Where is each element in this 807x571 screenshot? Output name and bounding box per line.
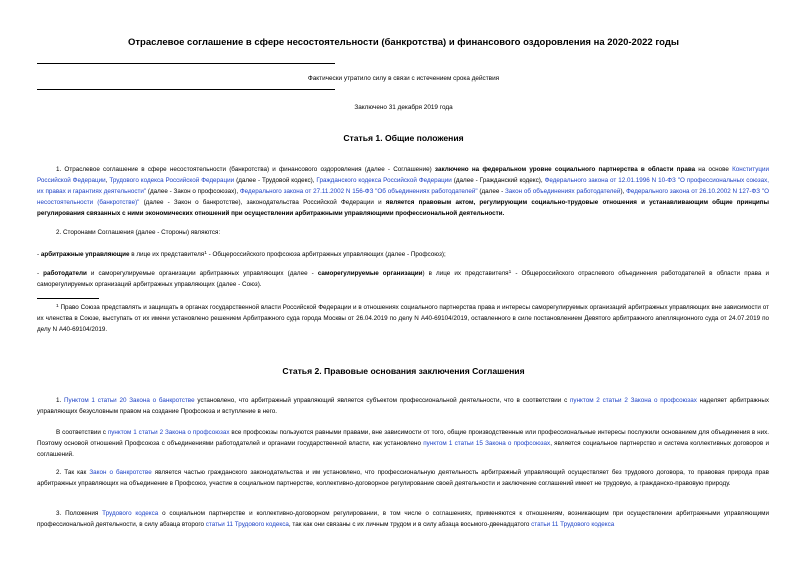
link-civil-code[interactable]: Гражданского кодекса Российской Федерации <box>316 177 452 184</box>
text: установлено, что арбитражный управляющий является субъектом профессиональной деятельности, что в соответствии с <box>194 397 571 404</box>
bold-text: саморегулируемые организации <box>317 270 423 277</box>
text: 2. Так как <box>56 469 90 476</box>
bold-text: является правовым актом, регулирующим социально-трудовые отношения и устанавливающим общие принципы регулирования связанных с ними экономических отношений при осуществлении арбитражными управляющими профессиональной деятельности. <box>37 199 769 217</box>
article-1-heading: Статья 1. Общие положения <box>343 133 464 143</box>
text: в лице их представителя <box>129 251 205 258</box>
text: , <box>105 177 110 184</box>
text: , является социальное партнерство и система коллективных договоров и соглашений. <box>37 440 769 458</box>
text: и саморегулируемые организации арбитражных управляющих (далее - <box>86 270 318 277</box>
divider-top <box>37 63 335 64</box>
text: (далее - Трудовой кодекс), <box>234 177 317 184</box>
link-law-employers-associations[interactable]: Федерального закона от 27.11.2002 N 156-ФЗ "Об объединениях работодателей" <box>239 188 478 195</box>
link-law-bankruptcy[interactable]: Федерального закона от 26.10.2002 N 127-ФЗ "О несостоятельности (банкротстве)" <box>37 188 769 206</box>
link-law-trade-unions[interactable]: Федерального закона от 12.01.1996 N 10-ФЗ "О профессиональных союзах, их правах и гарантиях деятельности" <box>37 177 769 195</box>
article-2-heading: Статья 2. Правовые основания заключения Соглашения <box>282 366 525 376</box>
text: о социальном партнерстве и коллективно-договорном регулировании, в том числе о соглашениях, применяются к отношениям, возникающим при осуществлении арбитражными управляющими профессиональной деятельности, в силу абзаца второго <box>37 510 770 528</box>
article-1-paragraph-3 <box>37 249 769 260</box>
text: все профсоюзы пользуются равными правами, вне зависимости от того, общие производственные или профессиональные интересы послужили основанием для объединения в них. Поэтому основой отношений Профсоюза с объединениями работодателей и органами государственной власти, как установлено <box>37 429 769 447</box>
article-2-paragraph-1 <box>37 395 769 417</box>
text: - <box>37 251 41 258</box>
document-date: Заключено 31 декабря 2019 года <box>354 104 453 111</box>
link-trade-unions-art15[interactable]: пунктом 1 статьи 15 Закона о профсоюзах <box>423 440 551 447</box>
article-2-paragraph-4 <box>37 508 769 530</box>
text: является частью гражданского законодательства и им установлено, что профессиональную деятельность арбитражный управляющий осуществляет без трудового договора, то правовая природа прав арбитражных управляющих на объединение в Профсоюз, участие в социальном партнерстве, коллективно-договорное регулирование своей деятельности и заключение соглашений имеет не трудовую, а гражданско-правовую природу. <box>37 469 769 487</box>
bold-text: заключено на федеральном уровне социального партнерства в области права <box>434 166 696 173</box>
link-labor-code-art11[interactable]: статьи 11 Трудового кодекса <box>205 521 289 528</box>
link-bankruptcy-art20[interactable]: Пунктом 1 статьи 20 Закона о банкротстве <box>64 397 195 404</box>
link-law-employers-short[interactable]: Закон об объединениях работодателей <box>504 188 621 195</box>
text: (далее - Гражданский кодекс), <box>451 177 545 184</box>
text: (далее - <box>477 188 505 195</box>
text: ) в лице их представителя <box>422 270 509 277</box>
article-2-paragraph-2 <box>37 427 769 460</box>
article-1-paragraph-1 <box>37 164 769 219</box>
document-title: Отраслевое соглашение в сфере несостоятельности (банкротства) и финансового оздоровления на 2020-2022 годы <box>128 37 679 48</box>
link-labor-code-art11-b[interactable]: статьи 11 Трудового кодекса <box>531 521 615 528</box>
link-trade-unions-art2-p2[interactable]: пунктом 2 статьи 2 Закона о профсоюзах <box>570 397 697 404</box>
article-1-paragraph-4 <box>37 268 769 290</box>
text: - Общероссийского отраслевого объединения работодателей в области права и саморегулируемых организаций арбитражных управляющих (далее - Союз). <box>37 270 769 288</box>
text: 3. Положения <box>56 510 103 517</box>
text: ), <box>620 188 627 195</box>
link-constitution[interactable]: Конституции Российской Федерации <box>37 166 770 184</box>
footnote <box>37 302 769 335</box>
article-2-paragraph-3 <box>37 467 769 489</box>
document-status: Фактически утратило силу в связи с истечением срока действия <box>307 75 500 82</box>
text: 1. <box>56 397 65 404</box>
footnote-text: Право Союза представлять и защищать в органах государственной власти Российской Федерации и в отношениях социального партнерства права и интересы саморегулируемых организаций арбитражных управляющих вне зависимости от их членства в Союзе, выступать от их имени установлено решением Арбитражного суда города Москвы от 26.04.2019 по делу N А40-69104/2019, оставленного в силе постановлением Девятого арбитражного апелляционного суда от 24.07.2019 по делу N А40-69104/2019. <box>37 304 769 333</box>
text: , так как они связаны с их личным трудом и в силу абзаца восьмого-двенадцатого <box>288 521 532 528</box>
footnote-ref[interactable]: 1 <box>204 251 207 256</box>
bold-text: работодатели <box>43 270 87 277</box>
article-1-paragraph-2: 2. Сторонами Соглашения (далее - Стороны) являются: <box>56 229 221 236</box>
bold-text: арбитражные управляющие <box>40 251 130 258</box>
text: наделяет арбитражных управляющих безусловным правом на создание Профсоюза и вступление в него. <box>37 397 769 415</box>
text: (далее - Закон о банкротстве), законодательства Российской Федерации и <box>139 199 386 206</box>
footnote-marker: 1 <box>56 304 59 309</box>
text: - <box>37 270 44 277</box>
link-trade-unions-art2-p1[interactable]: пунктом 1 статьи 2 Закона о профсоюзах <box>107 429 230 436</box>
footnote-ref[interactable]: 1 <box>508 270 512 275</box>
footnote-divider <box>37 298 99 299</box>
link-labor-code[interactable]: Трудового кодекса Российской Федерации <box>109 177 235 184</box>
link-bankruptcy-law[interactable]: Закон о банкротстве <box>89 469 152 476</box>
divider-bottom <box>37 89 335 90</box>
text: В соответствии с <box>56 429 108 436</box>
text: - Общероссийского профсоюза арбитражных управляющих (далее - Профсоюз); <box>206 251 446 258</box>
link-labor-code-short[interactable]: Трудового кодекса <box>102 510 159 517</box>
text: 1. Отраслевое соглашение в сфере несостоятельности (банкротства) и финансового оздоровления (далее - Соглашение) <box>56 166 435 173</box>
text: (далее - Закон о профсоюзах), <box>146 188 240 195</box>
text: на основе <box>695 166 733 173</box>
